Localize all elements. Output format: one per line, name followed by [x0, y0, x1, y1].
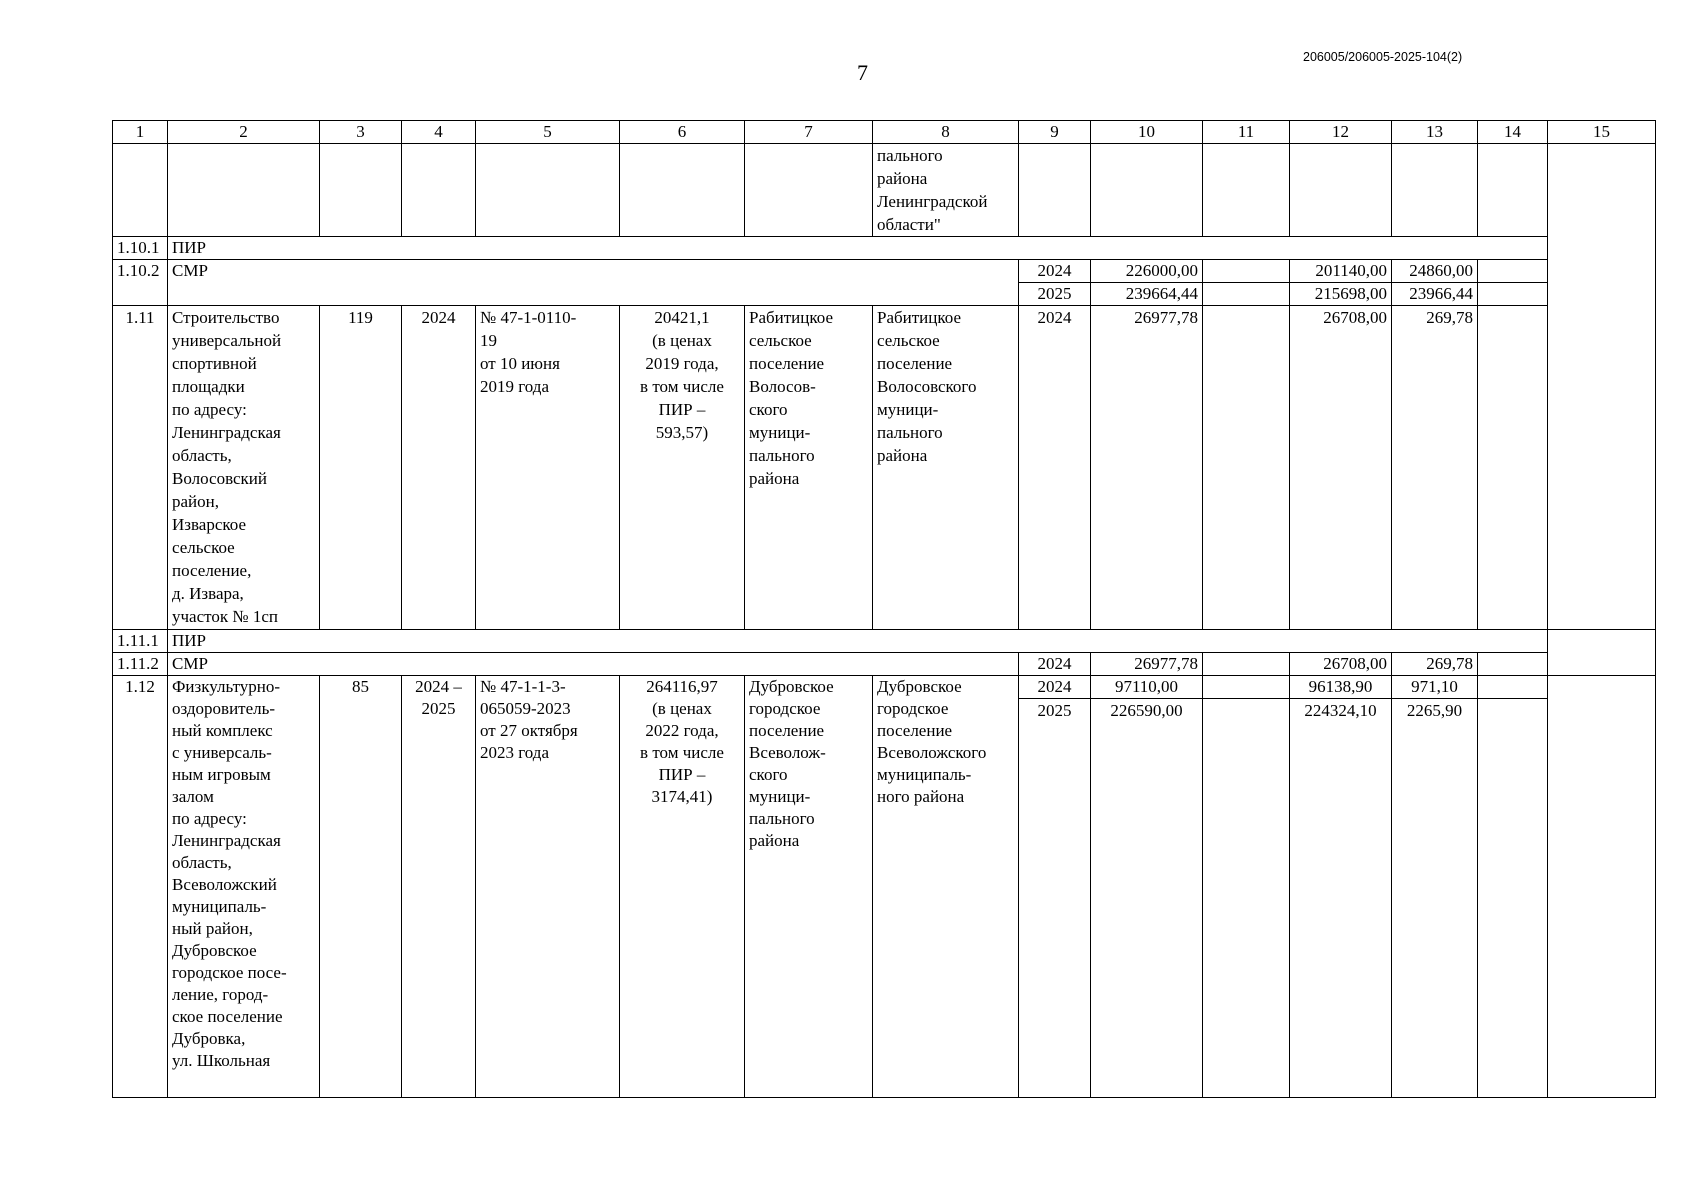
- data-table: [112, 120, 1656, 1098]
- row-number: 1.10.1: [113, 237, 168, 260]
- table-row: [113, 260, 1656, 283]
- year-cell: 2024: [1019, 676, 1091, 699]
- header-cell: 14: [1478, 121, 1548, 144]
- col5-cell: № 47-1-1-3- 065059-2023 от 27 октября 2023 года: [476, 676, 620, 1098]
- col12-cell: 96138,90: [1290, 676, 1392, 699]
- row-number: 1.11: [113, 306, 168, 630]
- table-row: [113, 144, 1656, 237]
- col12-cell: 201140,00: [1290, 260, 1392, 283]
- col4-cell: 2024: [402, 306, 476, 630]
- total-cell: 226000,00: [1091, 260, 1203, 283]
- col6-cell: 20421,1 (в ценах 2019 года, в том числе ПИР – 593,57): [620, 306, 745, 630]
- table-row: [113, 237, 1656, 260]
- col12-cell: 26708,00: [1290, 653, 1392, 676]
- header-cell: 2: [168, 121, 320, 144]
- row-label: ПИР: [168, 630, 1548, 653]
- col12-cell: 215698,00: [1290, 283, 1392, 306]
- header-cell: 3: [320, 121, 402, 144]
- row-number: 1.11.1: [113, 630, 168, 653]
- total-cell: 226590,00: [1091, 699, 1203, 1098]
- header-cell: 8: [873, 121, 1019, 144]
- object-name: Физкультурно- оздоровитель- ный комплекс с универсаль- ным игровым залом по адресу: Ленинградская область, Всеволожский муниципаль- ный район, Дубровское городское посе- ление, город- ское поселение Дубровка, ул. Школьная: [168, 676, 320, 1098]
- col13-cell: 2265,90: [1392, 699, 1478, 1098]
- page-number: 7: [857, 60, 868, 85]
- year-cell: 2024: [1019, 653, 1091, 676]
- row-label: ПИР: [168, 237, 1548, 260]
- header-cell: 4: [402, 121, 476, 144]
- table-row: [113, 630, 1656, 653]
- row-number: 1.11.2: [113, 653, 168, 676]
- header-cell: 13: [1392, 121, 1478, 144]
- header-cell: 1: [113, 121, 168, 144]
- row-number: 1.12: [113, 676, 168, 1098]
- col5-cell: № 47-1-0110- 19 от 10 июня 2019 года: [476, 306, 620, 630]
- col13-cell: 24860,00: [1392, 260, 1478, 283]
- year-cell: 2025: [1019, 699, 1091, 1098]
- col12-cell: 26708,00: [1290, 306, 1392, 630]
- col3-cell: 119: [320, 306, 402, 630]
- col8-cell: Рабитицкое сельское поселение Волосовского муници- пального района: [873, 306, 1019, 630]
- table-row: [113, 676, 1656, 699]
- object-name: Строительство универсальной спортивной площадки по адресу: Ленинградская область, Волосовский район, Изварское сельское поселение, д. Извара, участок № 1сп: [168, 306, 320, 630]
- header-cell: 11: [1203, 121, 1290, 144]
- row-label: СМР: [168, 260, 1019, 306]
- col13-cell: 269,78: [1392, 306, 1478, 630]
- row-number: 1.10.2: [113, 260, 168, 306]
- header-cell: 12: [1290, 121, 1392, 144]
- header-cell: 7: [745, 121, 873, 144]
- year-cell: 2024: [1019, 260, 1091, 283]
- col13-cell: 971,10: [1392, 676, 1478, 699]
- total-cell: 26977,78: [1091, 306, 1203, 630]
- col8-cell: Дубровское городское поселение Всеволожского муниципаль- ного района: [873, 676, 1019, 1098]
- header-row: [113, 121, 1656, 144]
- header-cell: 10: [1091, 121, 1203, 144]
- year-cell: 2024: [1019, 306, 1091, 630]
- total-cell: 239664,44: [1091, 283, 1203, 306]
- col12-cell: 224324,10: [1290, 699, 1392, 1098]
- col7-cell: Рабитицкое сельское поселение Волосов- ского муници- пального района: [745, 306, 873, 630]
- total-cell: 97110,00: [1091, 676, 1203, 699]
- header-cell: 5: [476, 121, 620, 144]
- col7-cell: Дубровское городское поселение Всеволож- ского муници- пального района: [745, 676, 873, 1098]
- table-row: [113, 306, 1656, 630]
- table-row: [113, 653, 1656, 676]
- col13-cell: 269,78: [1392, 653, 1478, 676]
- year-cell: 2025: [1019, 283, 1091, 306]
- total-cell: 26977,78: [1091, 653, 1203, 676]
- col3-cell: 85: [320, 676, 402, 1098]
- header-cell: 15: [1548, 121, 1656, 144]
- row-label: СМР: [168, 653, 1019, 676]
- header-cell: 6: [620, 121, 745, 144]
- header-cell: 9: [1019, 121, 1091, 144]
- col13-cell: 23966,44: [1392, 283, 1478, 306]
- col4-cell: 2024 – 2025: [402, 676, 476, 1098]
- col6-cell: 264116,97 (в ценах 2022 года, в том числе ПИР – 3174,41): [620, 676, 745, 1098]
- table-cell: пального района Ленинградской области": [873, 144, 1019, 237]
- document-code: 206005/206005-2025-104(2): [1303, 50, 1463, 64]
